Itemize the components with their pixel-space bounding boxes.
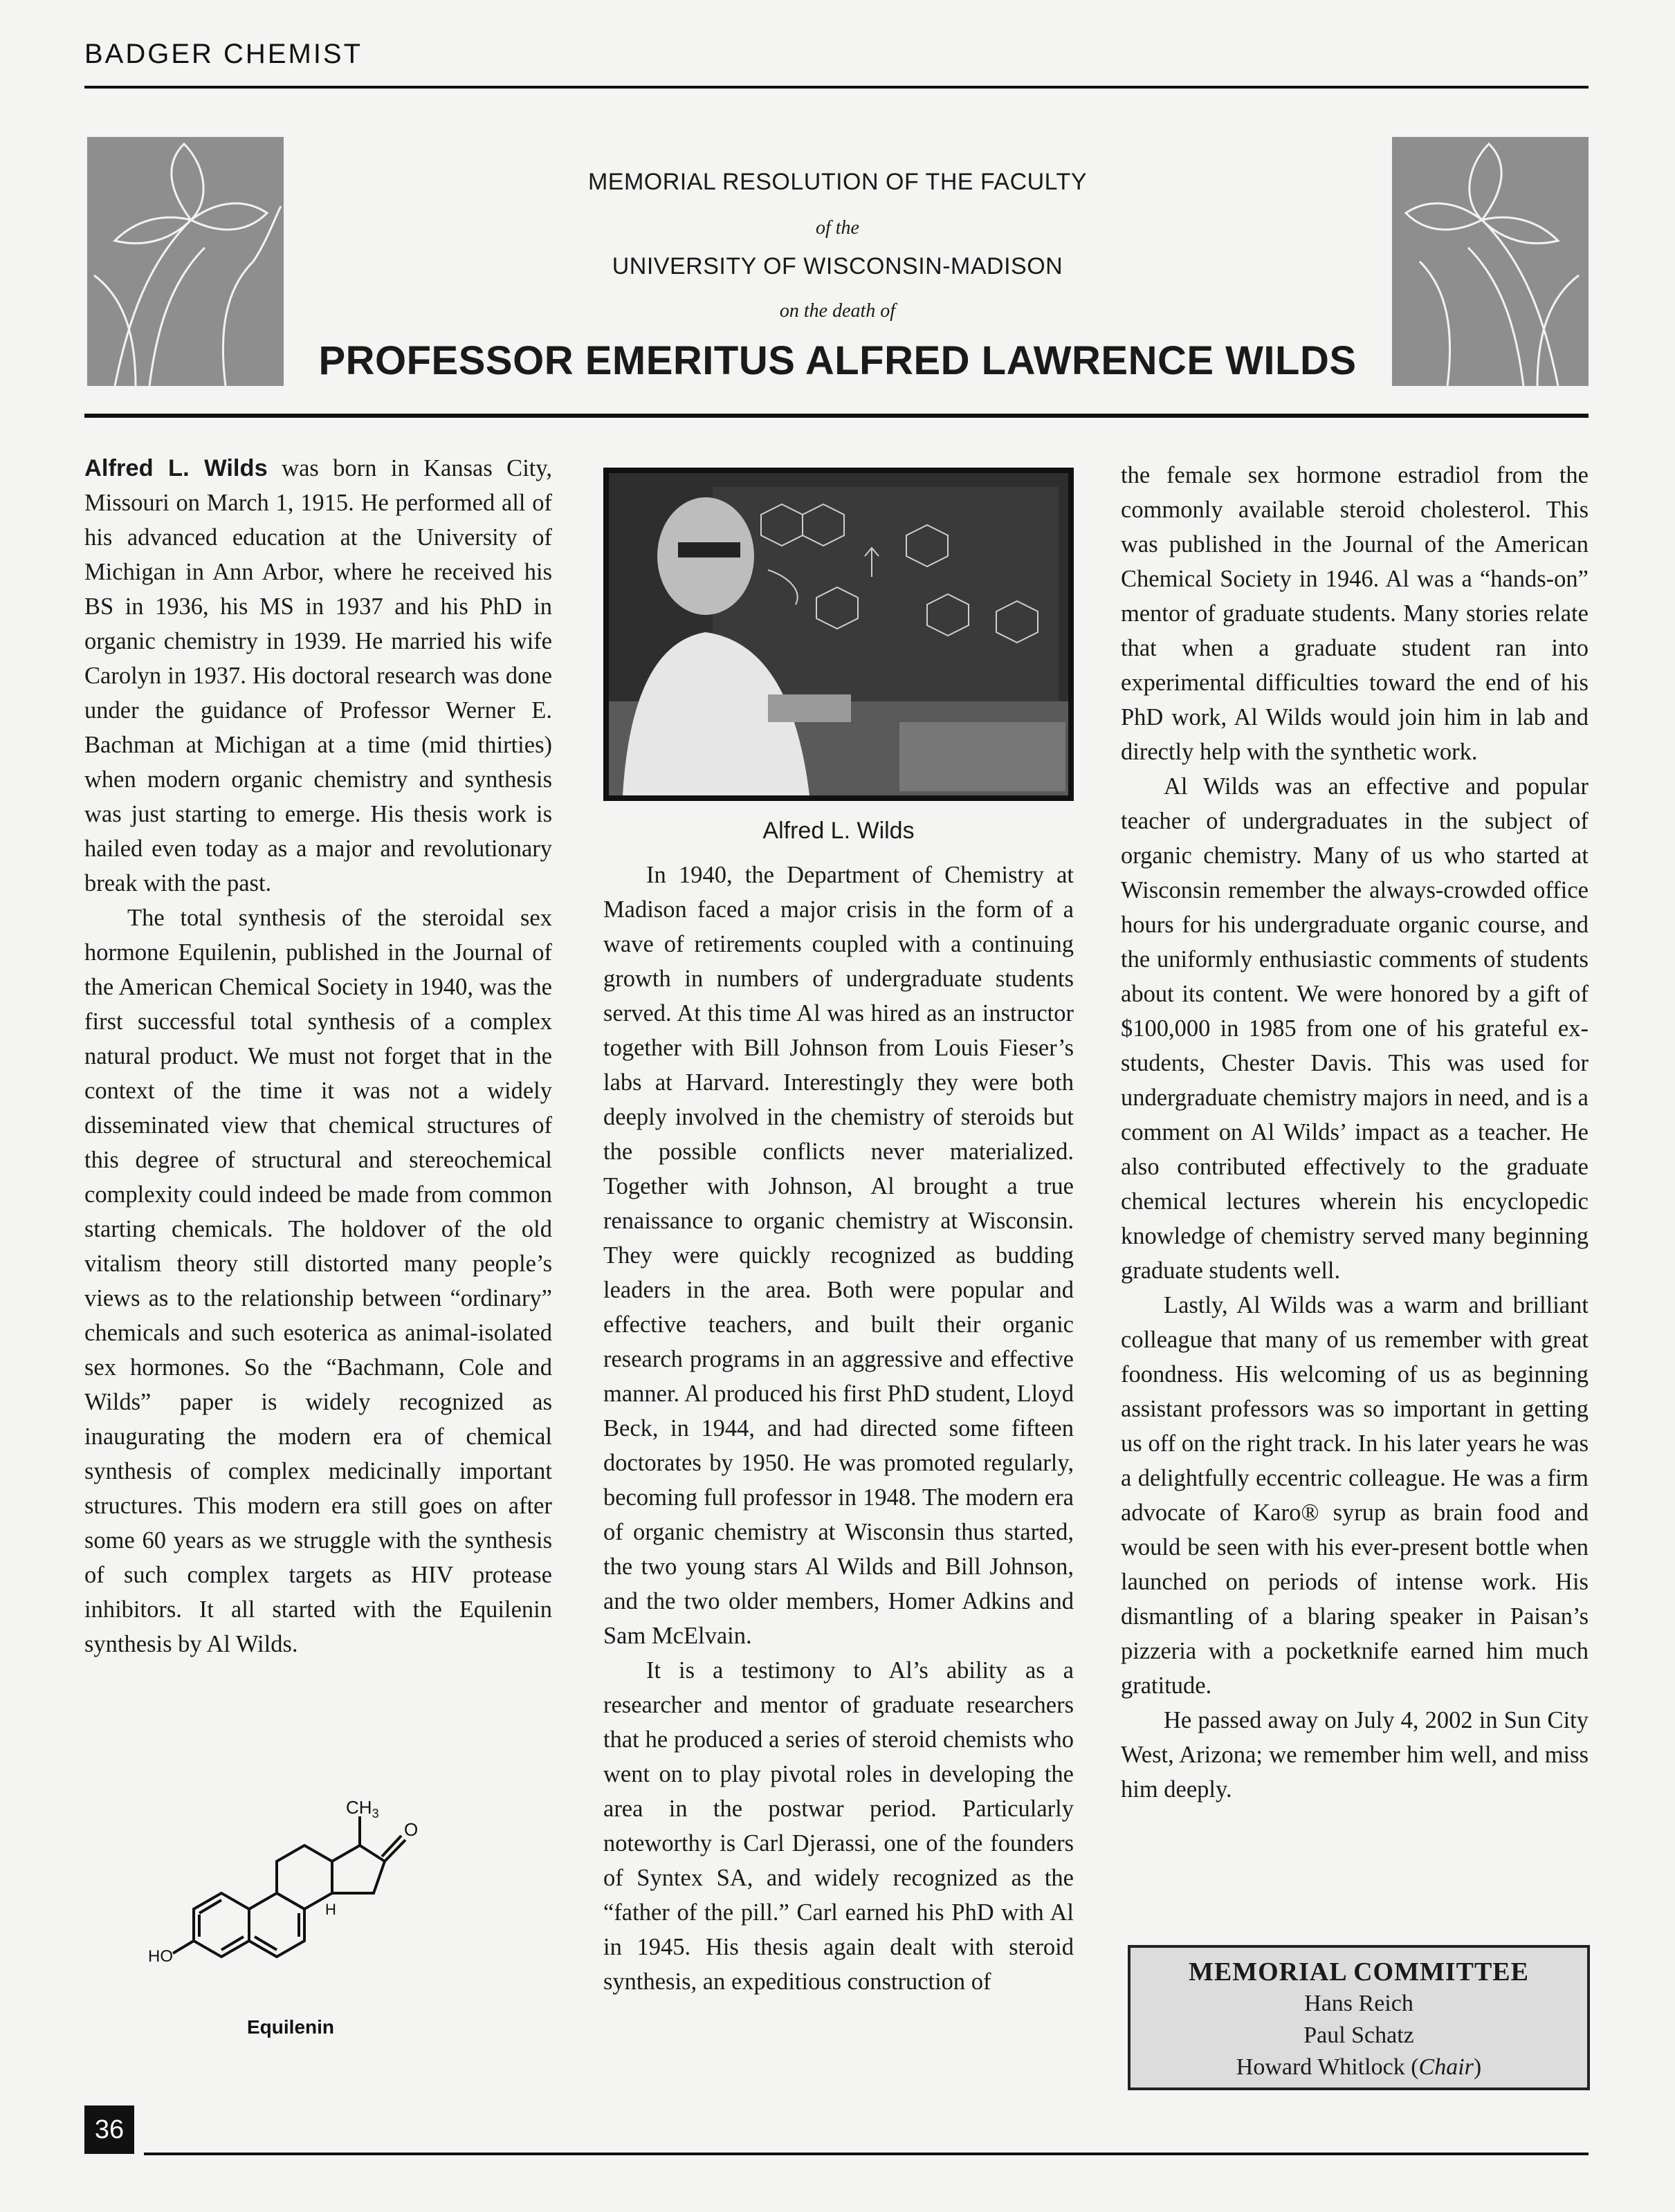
- chair-role: Chair: [1418, 2054, 1474, 2080]
- committee-chair: [1131, 2052, 1587, 2083]
- photo-illustration: [609, 473, 1068, 795]
- hydrogen-label: H: [325, 1901, 336, 1918]
- resolution-heading: MEMORIAL RESOLUTION OF THE FACULTY: [587, 169, 1088, 195]
- on-the-death-of: on the death of: [779, 300, 896, 322]
- oxygen-label: O: [404, 1819, 419, 1840]
- paragraph: [84, 451, 552, 901]
- committee-member: Hans Reich: [1304, 1991, 1413, 2016]
- paragraph: Al Wilds was an effective and popular teacher of undergraduates in the subject of organic chemistry. Many of us who started at Wisconsin remember the always-crowded office hours for his undergraduate organic course, and the uniformly enthusiastic comments of students about its content. We were honored by a gift of $100,000 in 1985 from one of his grateful ex-students, Chester Davis. This was used for undergraduate chemistry majors in need, and is a comment on Al Wilds’ impact as a teacher. He also contributed effectively to the graduate chemical lectures wherein his encyclopedic knowledge of chemistry served many beginning graduate students well.: [1121, 773, 1589, 1284]
- article-column-1: [84, 451, 552, 1661]
- committee-member: Paul Schatz: [1303, 2022, 1414, 2048]
- page-title: PROFESSOR EMERITUS ALFRED LAWRENCE WILDS: [318, 338, 1357, 383]
- committee-member-name: Howard Whitlock (: [1236, 2054, 1419, 2080]
- title-rule: [84, 414, 1589, 418]
- equilenin-structure: [138, 1791, 443, 2068]
- ch3-label: CH: [346, 1797, 372, 1818]
- resolution-of-the: of the: [816, 217, 859, 239]
- hydroxyl-label: HO: [148, 1947, 173, 1966]
- paragraph: Lastly, Al Wilds was a warm and brilliant colleague that many of us remember with great foondness. His welcoming of us as beginning assistant professors was so important in getting us off on the right track. In his later years he was a delightfully eccentric colleague. He was a firm advocate of Karo® syrup as brain food and would be seen with his ever-present bottle when launched on periods of intense work. His dismantling of a blaring speaker in Paisan’s pizzeria with a pocketknife earned him much gratitude.: [1121, 1292, 1589, 1699]
- paragraph-text: was born in Kansas City, Missouri on March 1, 1915. He performed all of his advanced education at the University of Michigan in Ann Arbor, where he received his BS in 1936, his MS in 1937 and his PhD in organic chemistry in 1939. He married his wife Carolyn in 1937. His doctoral research was done under the guidance of Professor Werner E. Bachman at Michigan at a time (mid thirties) when modern organic chemistry and synthesis was just starting to emerge. His thesis work is hailed even today as a major and revolutionary break with the past.: [84, 455, 552, 896]
- article-column-2: [603, 858, 1074, 1999]
- paragraph: He passed away on July 4, 2002 in Sun City West, Arizona; we remember him well, and miss him deeply.: [1121, 1707, 1589, 1803]
- paragraph: the female sex hormone estradiol from the commonly available steroid cholesterol. This was published in the Journal of the American Chemical Society in 1946. Al was a “hands-on” mentor of graduate students. Many stories relate that when a graduate student ran into experimental difficulties toward the end of his PhD work, Al Wilds would join him in lab and directly help with the synthetic work.: [1121, 462, 1589, 765]
- photo-caption: Alfred L. Wilds: [762, 818, 915, 844]
- lead-name: Alfred L. Wilds: [84, 455, 268, 481]
- running-head: BADGER CHEMIST: [84, 39, 363, 69]
- committee-member-close: ): [1473, 2054, 1482, 2080]
- page-number: 36: [84, 2105, 134, 2154]
- memorial-committee-box: [1128, 1945, 1590, 2090]
- committee-title: MEMORIAL COMMITTEE: [1189, 1957, 1529, 1987]
- paragraph: In 1940, the Department of Chemistry at Madison faced a major crisis in the form of a wave of retirements coupled with a continuing growth in numbers of undergraduate students served. At this time Al was hired as an instructor together with Bill Johnson from Louis Fieser’s labs at Harvard. Interestingly they were both deeply involved in the chemistry of steroids but the possible conflicts never materialized. Together with Johnson, Al brought a true renaissance to organic chemistry at Wisconsin. They were quickly recognized as budding leaders in the area. Both were popular and effective teachers, and built their organic research programs in an aggressive and effective manner. Al produced his first PhD student, Lloyd Beck, in 1944, and had directed some fifteen doctorates by 1950. He was promoted regularly, becoming full professor in 1948. The modern era of organic chemistry at Wisconsin thus started, the two young stars Al Wilds and Bill Johnson, and the two older members, Homer Adkins and Sam McElvain.: [603, 862, 1074, 1649]
- top-rule: [84, 86, 1589, 89]
- structure-label: Equilenin: [247, 2016, 334, 2038]
- article-column-3: [1121, 458, 1589, 1807]
- chemical-structure-diagram: [138, 1791, 443, 2068]
- paragraph: The total synthesis of the steroidal sex hormone Equilenin, published in the Journal of the American Chemical Society in 1940, was the first successful total synthesis of a complex natural product. We must not forget that in the context of the time it was not a widely disseminated view that chemical structures of this degree of structural and stereochemical complexity could indeed be made from common starting chemicals. The holdover of the old vitalism theory still distorted many people’s views as to the relationship between “ordinary” chemicals and such esoterica as animal-isolated sex hormones. So the “Bachmann, Cole and Wilds” paper is widely recognized as inaugurating the modern era of chemical synthesis of complex medicinally important structures. This modern era still goes on after some 60 years as we struggle with the synthesis of such complex targets as HIV protease inhibitors. It all started with the Equilenin synthesis by Al Wilds.: [84, 905, 552, 1657]
- university-name: UNIVERSITY OF WISCONSIN-MADISON: [612, 253, 1063, 279]
- paragraph: It is a testimony to Al’s ability as a researcher and mentor of graduate researchers that he produced a series of steroid chemists who went on to play pivotal roles in developing the area in the postwar period. Particularly noteworthy is Carl Djerassi, one of the founders of Syntex SA, and widely recognized as the “father of the pill.” Carl earned his PhD with Al in 1945. His thesis again dealt with steroid synthesis, an expeditious construction of: [603, 1657, 1074, 1995]
- footer-rule: [144, 2153, 1589, 2155]
- portrait-photo: [603, 468, 1074, 801]
- svg-text:CH3: [346, 1797, 379, 1821]
- ch3-subscript: 3: [372, 1807, 379, 1821]
